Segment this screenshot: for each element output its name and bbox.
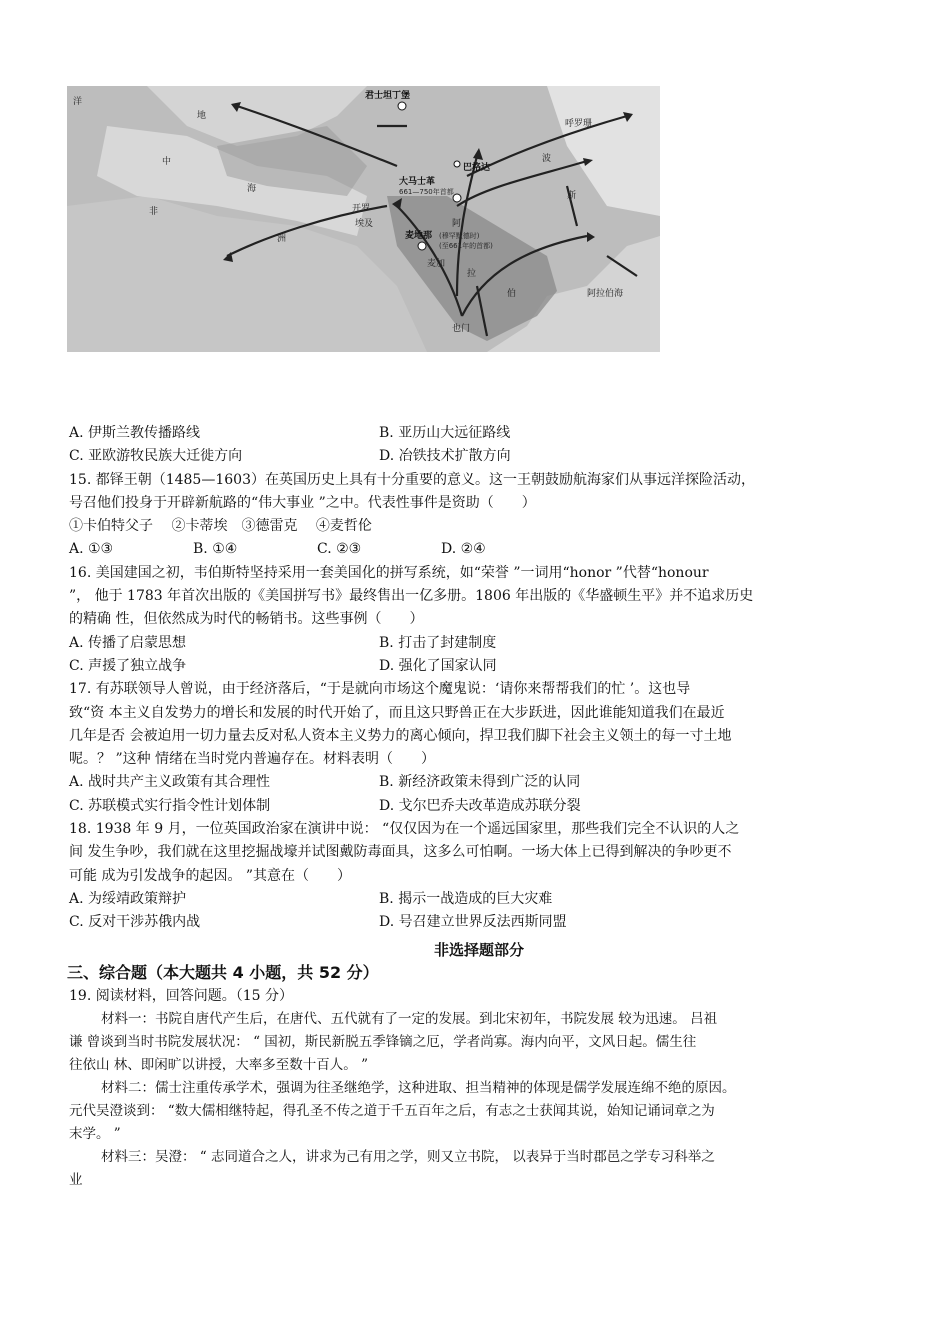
- q17-option-b[interactable]: B. 新经济政策未得到广泛的认同: [379, 774, 581, 791]
- q14-option-d[interactable]: D. 冶铁技术扩散方向: [379, 448, 511, 465]
- map-label: 呼罗珊: [565, 119, 593, 129]
- q15-stem-line: 号召他们投身于开辟新航路的“伟大事业 ”之中。代表性事件是资助（ ）: [69, 494, 536, 511]
- q18-stem-line: 可能 成为引发战争的起因。 ”其意在（ ）: [69, 867, 352, 884]
- q14-option-b[interactable]: B. 亚历山大远征路线: [379, 425, 511, 441]
- q16-option-a[interactable]: A. 传播了启蒙思想: [69, 634, 187, 651]
- q16-option-b[interactable]: B. 打击了封建制度: [379, 634, 497, 651]
- exam-content: [69, 422, 889, 1192]
- map-label: 大马士革: [399, 177, 436, 187]
- map-label: 地: [197, 111, 207, 121]
- map-label: 非: [149, 207, 159, 217]
- q16-stem-line: ”， 他于 1783 年首次出版的《美国拼写书》最终售出一亿多册。1806 年出版的《华盛顿生平》并不追求历史: [69, 588, 754, 605]
- q19-material-line: 元代吴澄谈到： “数大儒相继特起，得孔圣不传之道于千五百年之后，有志之士获闻其说，始知记诵词章之为: [69, 1102, 715, 1119]
- map-label: 埃及: [355, 219, 374, 229]
- map-label: 开罗: [352, 204, 371, 214]
- map-label: 君士坦丁堡: [365, 91, 411, 101]
- q17-option-a[interactable]: A. 战时共产主义政策有其合理性: [69, 774, 271, 791]
- q18-option-c[interactable]: C. 反对干涉苏俄内战: [69, 914, 201, 931]
- q19-material-line: 往依山 林、即闲旷以讲授，大率多至数十百人。 ”: [69, 1056, 368, 1073]
- q15-options: [69, 538, 889, 561]
- q19-material-line: 材料三：吴澄： “ 志同道合之人，讲求为己有用之学，则又立书院， 以表异于当时郡邑之学专习科举之: [101, 1148, 715, 1165]
- q14-options-row1: [69, 422, 889, 445]
- q17-stem-line: 17. 有苏联领导人曾说，由于经济落后，“于是就向市场这个魔鬼说：‘请你来帮帮我们的忙 ’。这也导: [69, 681, 691, 698]
- map-label: 波: [542, 154, 552, 164]
- q17-stem-line: 致“资 本主义自发势力的增长和发展的时代开始了，而且这只野兽正在大步跃进，因此谁能知道我们在最近: [69, 704, 725, 721]
- q16-stem-line: 16. 美国建国之初，韦伯斯特坚持采用一套美国化的拼写系统，如“荣誉 ”一词用“honor ”代替“honour: [69, 564, 709, 581]
- q15-option-a[interactable]: A. ①③: [69, 541, 114, 558]
- q18-option-b[interactable]: B. 揭示一战造成的巨大灾难: [379, 890, 553, 907]
- map-svg: [67, 86, 660, 352]
- q15-option-b[interactable]: B. ①④: [193, 541, 238, 558]
- map-label: 斯: [567, 191, 577, 201]
- map-label: 阿: [452, 219, 462, 229]
- q18-stem-line: 18. 1938 年 9 月，一位英国政治家在演讲中说： “仅仅因为在一个遥远国家里，那些我们完全不认识的人之: [69, 821, 740, 838]
- map-label: 洲: [277, 234, 287, 244]
- historical-map-figure: [67, 86, 660, 352]
- part3-title: 三、综合题（本大题共 4 小题，共 52 分）: [67, 962, 379, 982]
- q15-option-c[interactable]: C. ②③: [317, 541, 362, 558]
- q17-option-d[interactable]: D. 戈尔巴乔夫改革造成苏联分裂: [379, 797, 581, 814]
- q15-stem-line: 15. 都铎王朝（1485—1603）在英国历史上具有十分重要的意义。这一王朝鼓励航海家们从事远洋探险活动，: [69, 471, 755, 488]
- map-label: 巴格达: [463, 163, 491, 173]
- q17-stem-line: 呢。？ ”这种 情绪在当时党内普遍存在。材料表明（ ）: [69, 751, 436, 768]
- q14-option-c[interactable]: C. 亚欧游牧民族大迁徙方向: [69, 448, 243, 465]
- q19-material-line: 末学。 ”: [69, 1125, 121, 1142]
- map-label: 海: [247, 184, 257, 194]
- q18-stem-line: 间 发生争吵，我们就在这里挖掘战壕并试图戴防毒面具，这多么可怕啊。一场大体上已得到解决的争吵更不: [69, 844, 732, 861]
- map-label: (穆罕默德时): [439, 232, 480, 240]
- map-label: 麦地那: [405, 231, 433, 241]
- q16-stem-line: 的精确 性，但依然成为时代的畅销书。这些事例（ ）: [69, 611, 424, 628]
- map-label: (至661年的首都): [439, 242, 493, 250]
- q19-material-line: 业: [69, 1171, 83, 1188]
- q14-option-a[interactable]: A. 伊斯兰教传播路线: [69, 425, 201, 441]
- map-label: 也门: [452, 324, 471, 334]
- map-label: 麦加: [427, 259, 446, 269]
- q16-option-c[interactable]: C. 声援了独立战争: [69, 657, 187, 674]
- q17-option-c[interactable]: C. 苏联模式实行指令性计划体制: [69, 797, 271, 814]
- map-label: 拉: [467, 269, 477, 279]
- q14-options-row2: [69, 445, 889, 468]
- q19-material-line: 材料二：儒士注重传承学术，强调为往圣继绝学，这种进取、担当精神的体现是儒学发展连绵不绝的原因。: [101, 1079, 736, 1096]
- q16-option-d[interactable]: D. 强化了国家认同: [379, 657, 497, 674]
- map-label: 洋: [73, 97, 83, 107]
- map-label: 661—750年首都: [399, 188, 454, 196]
- q15-option-d[interactable]: D. ②④: [441, 541, 486, 558]
- map-label: 中: [162, 157, 172, 167]
- q15-items: ①卡伯特父子 ②卡蒂埃 ③德雷克 ④麦哲伦: [69, 518, 372, 535]
- q19-stem: 19. 阅读材料，回答问题。（15 分）: [69, 987, 293, 1004]
- q19-material-line: 谦 曾谈到当时书院发展状况： “ 国初，斯民新脱五季锋镝之厄，学者尚寡。海内向平，文风日起。儒生往: [69, 1033, 697, 1050]
- q18-option-d[interactable]: D. 号召建立世界反法西斯同盟: [379, 914, 567, 931]
- q17-stem-line: 几年是否 会被迫用一切力量去反对私人资本主义势力的离心倾向，捍卫我们脚下社会主义领土的每一寸土地: [69, 727, 732, 744]
- map-label: 伯: [507, 289, 517, 299]
- map-label: 阿拉伯海: [587, 289, 624, 299]
- q19-material-line: 材料一：书院自唐代产生后，在唐代、五代就有了一定的发展。到北宋初年，书院发展 较为迅速。 吕祖: [101, 1010, 718, 1027]
- section-title: 非选择题部分: [433, 940, 524, 959]
- q18-option-a[interactable]: A. 为绥靖政策辩护: [69, 890, 187, 907]
